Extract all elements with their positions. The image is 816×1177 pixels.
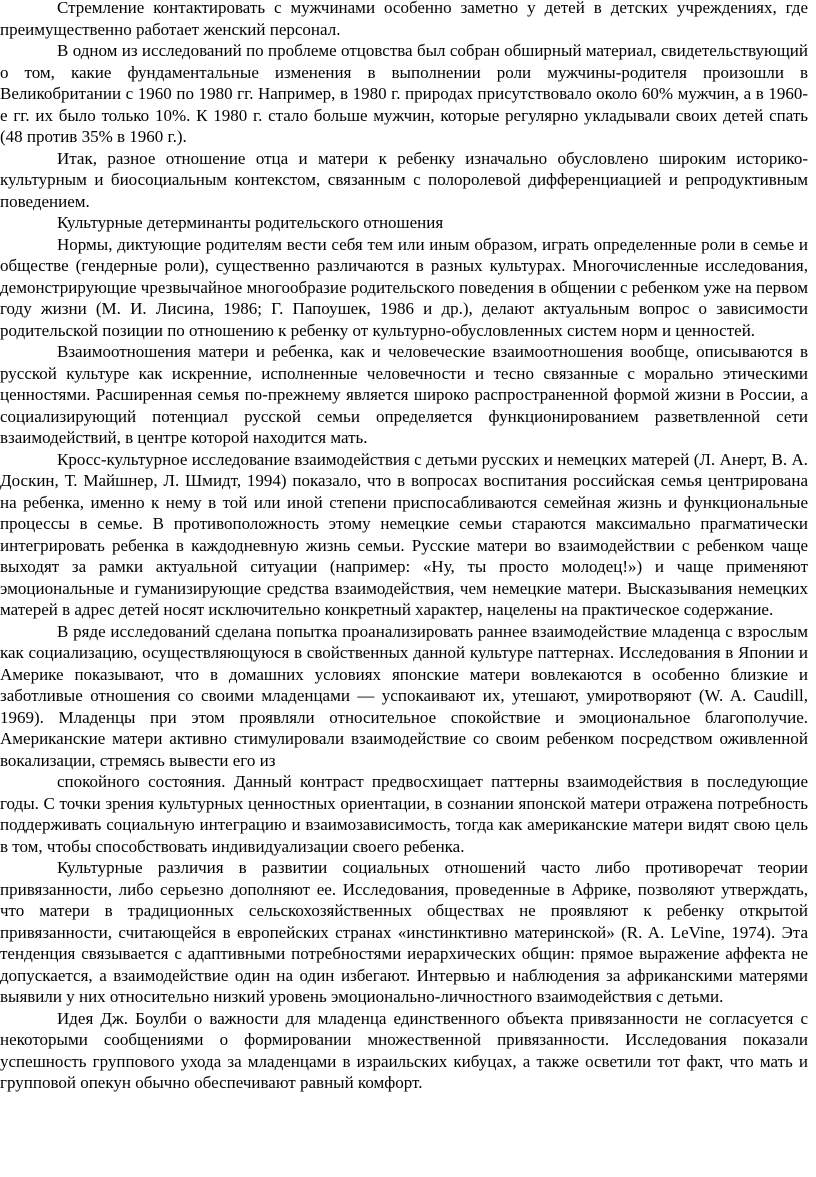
paragraph-2: В одном из исследований по проблеме отцовства был собран обширный материал, свидетельствующий о том, какие фундаментальные изменения в выполнении роли мужчины-родителя произошли в Великобритании с 1960 по 1980 гг. Например, в 1980 г. природах присутствовало около 60% мужчин, а в 1960-е гг. их было только 10%. К 1980 г. стало больше мужчин, которые регулярно укладывали своих детей спать (48 против 35% в 1960 г.).: [0, 41, 808, 146]
paragraph-6: Взаимоотношения матери и ребенка, как и человеческие взаимоотношения вообще, описываются в русской культуре как искренние, исполненные человечности и тесно связанные с морально этическими ценностями. Расширенная семья по-прежнему является широко распространенной формой жизни в России, а социализирующий потенциал русской семьи определяется функционированием разветвленной сети взаимодействий, в центре которой находится мать.: [0, 342, 808, 447]
paragraph-7: Кросс-культурное исследование взаимодействия с детьми русских и немецких матерей (Л. Анерт, В. А. Доскин, Т. Майшнер, Л. Шмидт, 1994) показало, что в вопросах воспитания российская семья центрирована на ребенка, именно к нему в той или иной степени приспосабливаются семейная жизнь и функциональные процессы в семье. В противоположность этому немецкие семьи стараются максимально прагматически интегрировать ребенка в каждодневную жизнь семьи. Русские матери во взаимодействии с ребенком чаще выходят за рамки актуальной ситуации (например: «Ну, ты просто молодец!») и чаще применяют эмоциональные и гуманизирующие средства взаимодействия, чем немецкие матери. Высказывания немецких матерей в адрес детей носят исключительно конкретный характер, нацелены на практическое содержание.: [0, 449, 808, 619]
section-heading: Культурные детерминанты родительского отношения: [57, 213, 444, 232]
paragraph-1: Стремление контактировать с мужчинами особенно заметно у детей в детских учреждениях, где преимущественно работает женский персонал.: [0, 0, 808, 39]
paragraph-5: Нормы, диктующие родителям вести себя тем или иным образом, играть определенные роли в семье и обществе (гендерные роли), существенно различаются в разных культурах. Многочисленные исследования, демонстрирующие чрезвычайное многообразие родительского поведения в общении с ребенком уже на первом году жизни (М. И. Лисина, 1986; Г. Папоушек, 1986 и др.), делают актуальным вопрос о зависимости родительской позиции по отношению к ребенку от культурно-обусловленных систем норм и ценностей.: [0, 234, 808, 340]
paragraph-9: спокойного состояния. Данный контраст предвосхищает паттерны взаимодействия в последующие годы. С точки зрения культурных ценностных ориентации, в сознании японской матери отражена потребность поддерживать социальную интеграцию и взаимозависимость, тогда как американские матери видят свою цель в том, чтобы способствовать индивидуализации своего ребенка.: [0, 772, 808, 856]
paragraph-10: Культурные различия в развитии социальных отношений часто либо противоречат теории привязанности, либо серьезно дополняют ее. Исследования, проведенные в Африке, позволяют утверждать, что матери в традиционных сельскохозяйственных обществах не проявляют к ребенку открытой привязанности, считающейся в европейских странах «инстинктивно материнской» (R. A. LeVine, 1974). Эта тенденция связывается с адаптивными потребностями иерархических общин: прямое выражение аффекта не допускается, а взаимодействие один на один избегают. Интервью и наблюдения за африканскими матерями выявили у них относительно низкий уровень эмоционально-личностного взаимодействия с детьми.: [0, 858, 808, 1006]
paragraph-3: Итак, разное отношение отца и матери к ребенку изначально обусловлено широким историко-культурным и биосоциальным контекстом, связанным с полоролевой дифференциацией и репродуктивным поведением.: [0, 148, 808, 211]
paragraph-11: Идея Дж. Боулби о важности для младенца единственного объекта привязанности не согласуется с некоторыми сообщениями о формировании множественной привязанности. Исследования показали успешность группового ухода за младенцами в израильских кибуцах, а также осветили тот факт, что мать и групповой опекун обычно обеспечивают равный комфорт.: [0, 1008, 808, 1092]
paragraph-8: В ряде исследований сделана попытка проанализировать раннее взаимодействие младенца с взрослым как социализацию, осуществляющуюся в свойственных данной культуре паттернах. Исследования в Японии и Америке показывают, что в домашних условиях японские матери вовлекаются в особенно близкие и заботливые отношения со своими младенцами — успокаивают их, утешают, умиротворяют (W. A. Caudill, 1969). Младенцы при этом проявляли относительное спокойствие и эмоциональное благополучие. Американские матери активно стимулировали взаимодействие со своим ребенком посредством оживленной вокализации, стремясь вывести его из: [0, 621, 808, 770]
